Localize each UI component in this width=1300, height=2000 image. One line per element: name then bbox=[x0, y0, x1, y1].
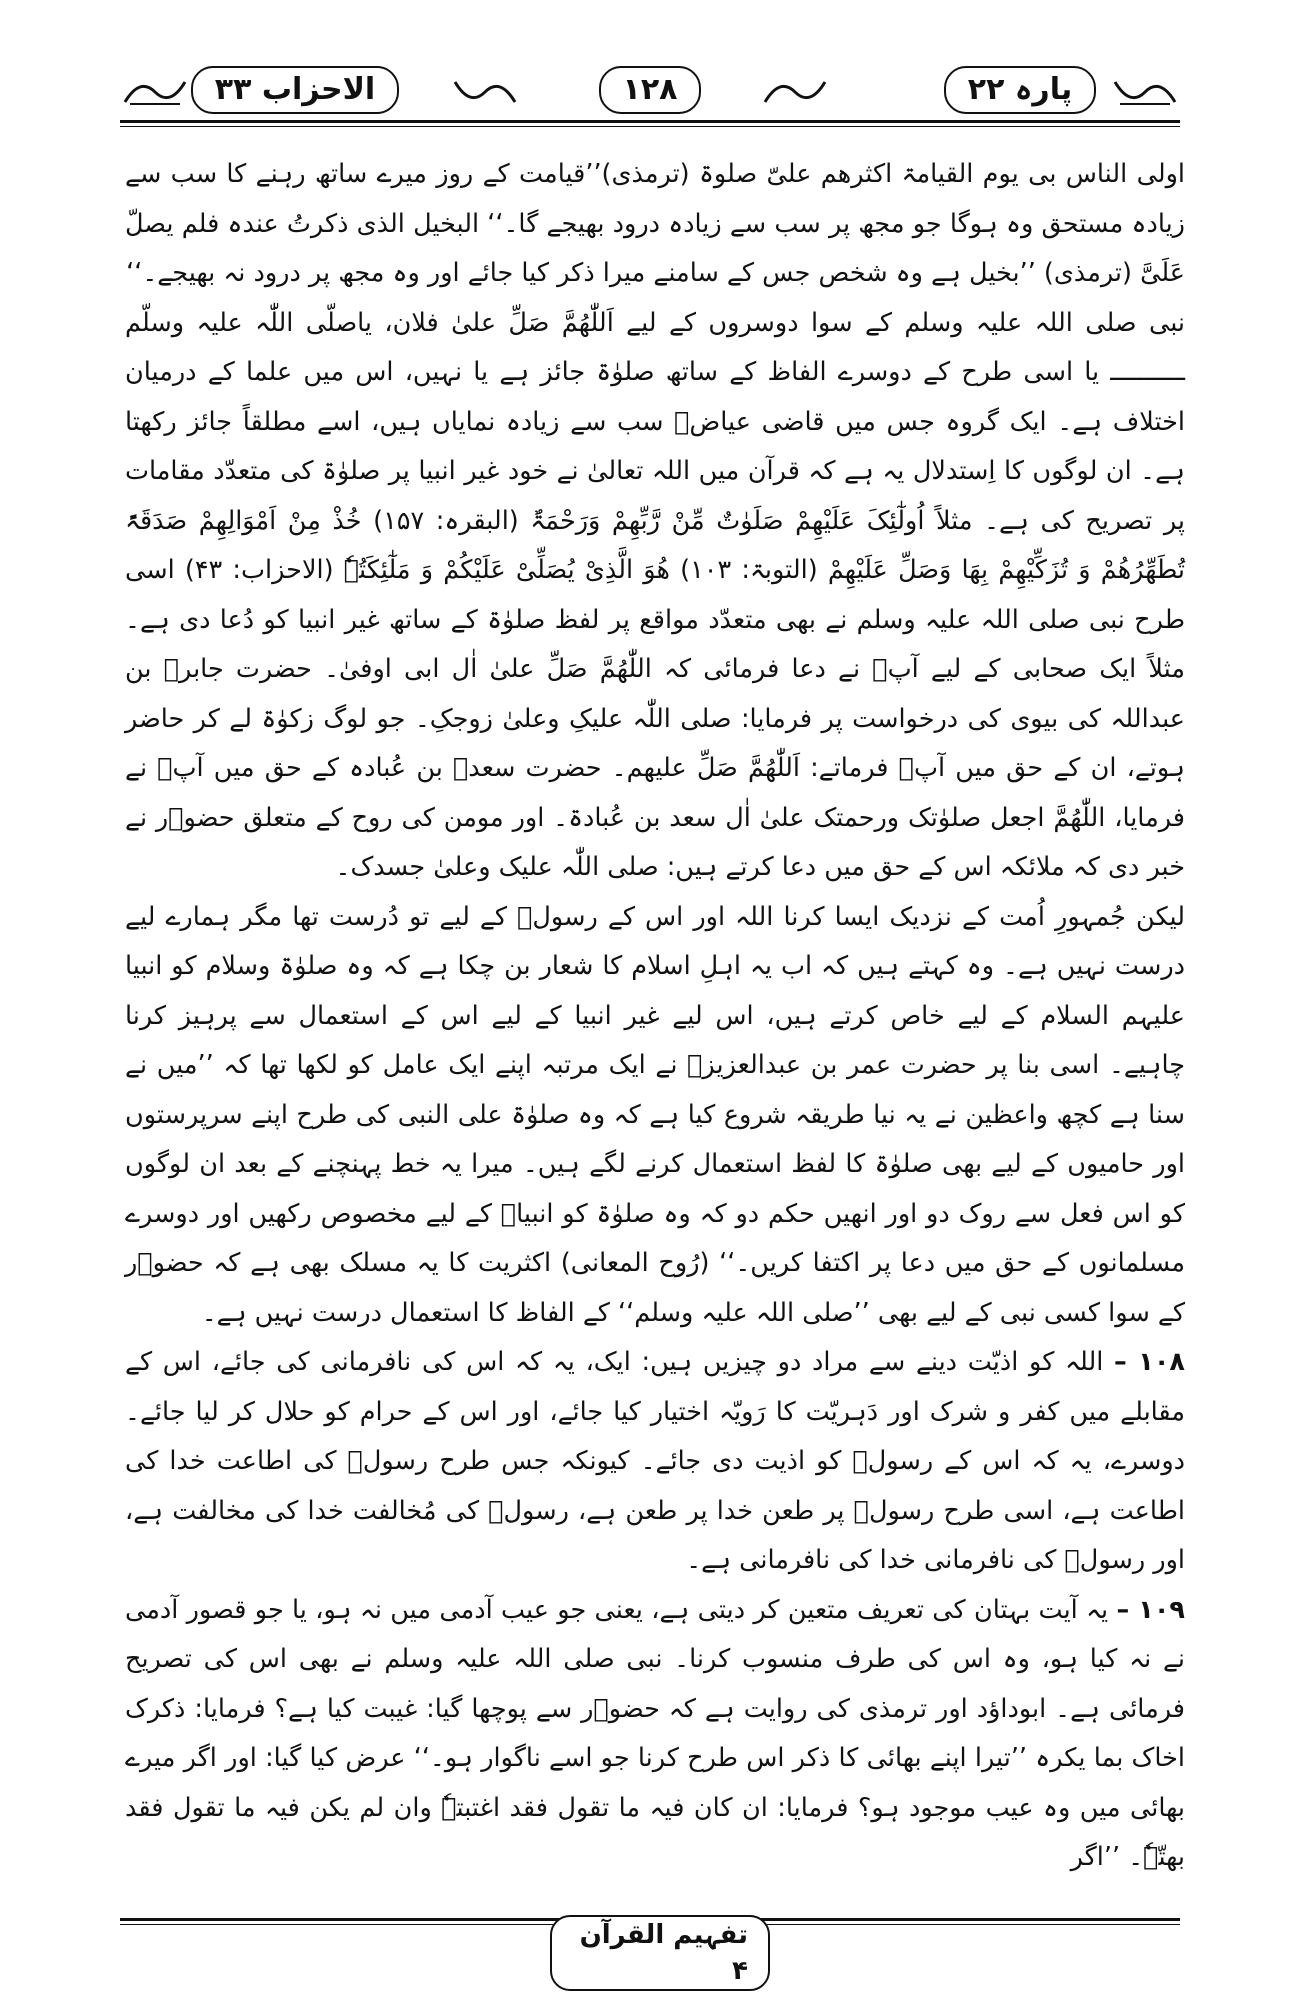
ornament-right-icon bbox=[1110, 72, 1180, 110]
header-page-number: ۱۲۸ bbox=[599, 66, 702, 114]
note-109-text: یہ آیت بہتان کی تعریف متعین کر دیتی ہے، یعنی جو عیب آدمی میں نہ ہو، یا جو قصور آدمی نے نہ کیا ہو، وہ اس کی طرف منسوب کرنا۔ نبی صلی اللہ علیہ وسلم نے بھی اس کی تصریح فرمائی ہے۔ ابوداؤد اور ترمذی کی روایت ہے کہ حضوؐر سے پوچھا گیا: غیبت کیا ہے؟ فرمایا: ذکرک اخاک بما یکرہ ’’تیرا اپنے بھائی کا ذکر اس طرح کرنا جو اسے ناگوار ہو۔‘‘ عرض کیا گیا: اور اگر میرے بھائی میں وہ عیب موجود ہو؟ فرمایا: ان کان فیہ ما تقول فقد اغتبتہٗ وان لم یکن فیہ ما تقول فقد بھتّہٗ۔ ’’اگر bbox=[125, 1594, 1185, 1872]
note-108 bbox=[125, 1338, 1185, 1586]
page-footer bbox=[120, 1918, 1180, 1986]
paragraph-2: نبی صلی اللہ علیہ وسلم کے سوا دوسروں کے لیے اَللّٰھُمَّ صَلِّ علیٰ فلان، یاصلّی اللّٰہ علیہ وسلّم ــــــــــ یا اسی طرح کے دوسرے الفاظ کے ساتھ صلوٰۃ جائز ہے یا نہیں، اس میں علما کے درمیان اختلاف ہے۔ ایک گروہ جس میں قاضی عیاضؒ سب سے زیادہ نمایاں ہیں، اسے مطلقاً جائز رکھتا ہے۔ ان لوگوں کا اِستدلال یہ ہے کہ قرآن میں اللہ تعالیٰ نے خود غیر انبیا پر صلوٰۃ کی متعدّد مقامات پر تصریح کی ہے۔ مثلاً اُولٰٓئِکَ عَلَیْھِمْ صَلَوٰتٌ مِّنْ رَّبِّھِمْ وَرَحْمَۃٌ (البقرہ: ۱۵۷) خُذْ مِنْ اَمْوَالِھِمْ صَدَقَۃً تُطَھِّرُھُمْ وَ تُزَکِّیْھِمْ بِھَا وَصَلِّ عَلَیْھِمْ (التوبۃ: ۱۰۳) ھُوَ الَّذِیْ یُصَلِّیْ عَلَیْکُمْ وَ مَلٰٓئِکَتُہٗ (الاحزاب: ۴۳) اسی طرح نبی صلی اللہ علیہ وسلم نے بھی متعدّد مواقع پر لفظ صلوٰۃ کے ساتھ غیر انبیا کو دُعا دی ہے۔ مثلاً ایک صحابی کے لیے آپؐ نے دعا فرمائی کہ اللّٰھُمَّ صَلِّ علیٰ اٰل ابی اوفیٰ۔ حضرت جابرؓ بن عبداللہ کی بیوی کی درخواست پر فرمایا: صلی اللّٰہ علیکِ وعلیٰ زوجکِ۔ جو لوگ زکوٰۃ لے کر حاضر ہوتے، ان کے حق میں آپؐ فرماتے: اَللّٰھُمَّ صَلِّ علیھم۔ حضرت سعدؓ بن عُبادہ کے حق میں آپؐ نے فرمایا، اللّٰھُمَّ اجعل صلوٰتک ورحمتک علیٰ اٰل سعد بن عُبادۃ۔ اور مومن کی روح کے متعلق حضوؐر نے خبر دی کہ ملائکہ اس کے حق میں دعا کرتے ہیں: صلی اللّٰہ علیک وعلیٰ جسدک۔ bbox=[125, 307, 1185, 882]
note-108-number: ۱۰۸ – bbox=[1114, 1347, 1185, 1377]
header-para-cartouche bbox=[920, 66, 1120, 114]
header-rule-thin bbox=[120, 126, 1180, 127]
header-page-number-cartouche bbox=[570, 66, 730, 114]
header-para-label: پارہ ۲۲ bbox=[944, 66, 1096, 114]
page-header bbox=[120, 58, 1180, 130]
ornament-center-left-icon bbox=[450, 72, 520, 110]
header-surah-label: الاحزاب ۳۳ bbox=[191, 66, 399, 114]
header-rule bbox=[120, 120, 1180, 123]
footer-title: تفہیم القرآن ۴ bbox=[550, 1915, 770, 1991]
note-109 bbox=[125, 1586, 1185, 1883]
paragraph-3: لیکن جُمہورِ اُمت کے نزدیک ایسا کرنا اللہ اور اس کے رسولؐ کے لیے تو دُرست تھا مگر ہمارے لیے درست نہیں ہے۔ وہ کہتے ہیں کہ اب یہ اہلِ اسلام کا شعار بن چکا ہے کہ وہ صلوٰۃ وسلام کو انبیا علیہم السلام کے لیے خاص کرتے ہیں، اس لیے غیر انبیا کے لیے اس کے استعمال سے پرہیز کرنا چاہیے۔ اسی بنا پر حضرت عمر بن عبدالعزیزؒ نے ایک مرتبہ اپنے ایک عامل کو لکھا تھا کہ ’’میں نے سنا ہے کچھ واعظین نے یہ نیا طریقہ شروع کیا ہے کہ وہ صلوٰۃ علی النبی کی طرح اپنے سرپرستوں اور حامیوں کے لیے بھی صلوٰۃ کا لفظ استعمال کرنے لگے ہیں۔ میرا یہ خط پہنچنے کے بعد ان لوگوں کو اس فعل سے روک دو اور انھیں حکم دو کہ وہ صلوٰۃ کو انبیاؑ کے لیے مخصوص رکھیں اور دوسرے مسلمانوں کے حق میں دعا پر اکتفا کریں۔‘‘ (رُوح المعانی) اکثریت کا یہ مسلک بھی ہے کہ حضوؐر کے سوا کسی نبی کے لیے بھی ’’صلی اللہ علیہ وسلم‘‘ کے الفاظ کا استعمال درست نہیں ہے۔ bbox=[125, 901, 1185, 1328]
page-body bbox=[125, 150, 1185, 1883]
footer-title-cartouche bbox=[550, 1920, 770, 1986]
ornament-left-icon bbox=[120, 72, 190, 110]
note-108-text: اللہ کو اذیّت دینے سے مراد دو چیزیں ہیں: ایک، یہ کہ اس کی نافرمانی کی جائے، اس کے مقابلے میں کفر و شرک اور دَہریّت کا رَویّہ اختیار کیا جائے، اور اس کے حرام کو حلال کر لیا جائے۔ دوسرے، یہ کہ اس کے رسولؐ کو اذیت دی جائے۔ کیونکہ جس طرح رسولؐ کی اطاعت خدا کی اطاعت ہے، اسی طرح رسولؐ پر طعن خدا پر طعن ہے، رسولؐ کی مُخالفت خدا کی مخالفت ہے، اور رسولؐ کی نافرمانی خدا کی نافرمانی ہے۔ bbox=[125, 1347, 1185, 1575]
header-surah-cartouche bbox=[180, 66, 410, 114]
ornament-center-right-icon bbox=[760, 72, 830, 110]
note-109-number: ۱۰۹ – bbox=[1116, 1594, 1185, 1625]
paragraph-1: اولی الناس بی یوم القیامۃ اکثرھم علیّ صلوۃ (ترمذی)’’قیامت کے روز میرے ساتھ رہنے کا سب سے زیادہ مستحق وہ ہوگا جو مجھ پر سب سے زیادہ درود بھیجے گا۔‘‘ البخیل الذی ذکرتُ عندہ فلم یصلّ عَلَیَّ (ترمذی) ’’بخیل ہے وہ شخص جس کے سامنے میرا ذکر کیا جائے اور وہ مجھ پر درود نہ بھیجے۔‘‘ bbox=[125, 159, 1185, 288]
